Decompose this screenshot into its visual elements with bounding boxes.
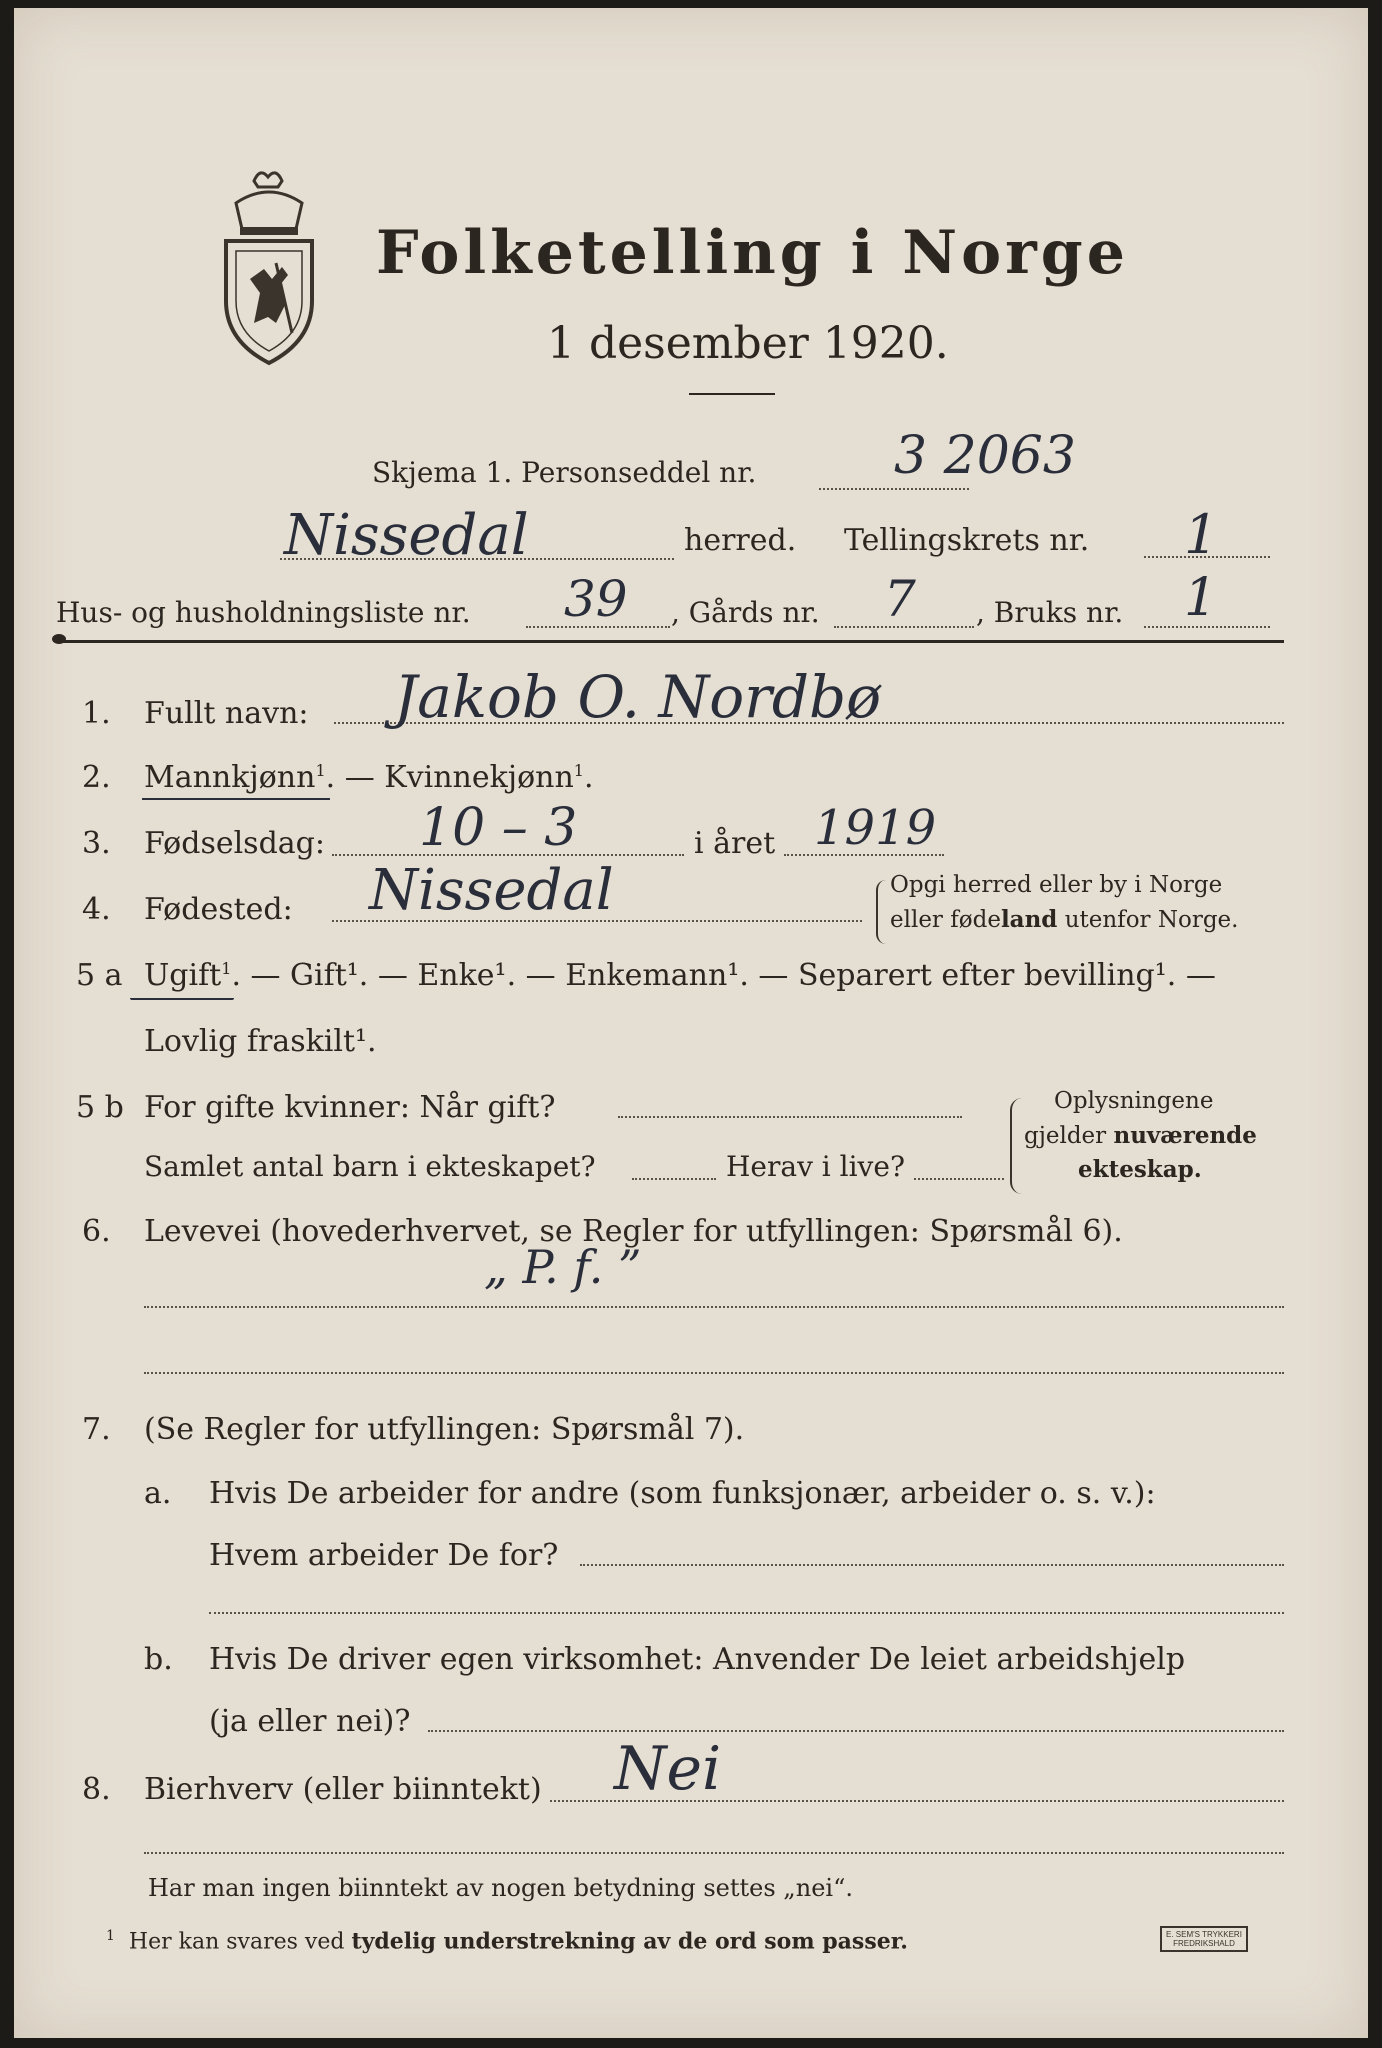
q8-number: 8. <box>82 1772 111 1807</box>
q1-number: 1. <box>82 696 111 731</box>
bruks-label: , Bruks nr. <box>976 596 1124 629</box>
fodested-brace <box>876 880 886 944</box>
herred-field[interactable] <box>280 558 674 560</box>
fodested-value: Nissedal <box>369 858 614 923</box>
q5b-brace <box>1010 1098 1022 1194</box>
q7a-label: Hvis De arbeider for andre (som funksjonær, arbeider o. s. v.): <box>209 1476 1156 1511</box>
nei-instruction: Har man ingen biinntekt av nogen betydning settes „nei“. <box>148 1874 853 1902</box>
q7a-number: a. <box>144 1476 172 1511</box>
bierhverv-value: Nei <box>614 1734 722 1804</box>
year-value: 1919 <box>814 800 937 856</box>
q6-number: 6. <box>82 1214 111 1249</box>
q3-label: Fødselsdag: <box>144 826 325 861</box>
q1-label: Fullt navn: <box>144 696 309 731</box>
title-divider <box>689 393 775 395</box>
bierhverv-field-2[interactable] <box>144 1852 1284 1854</box>
gender-female-option[interactable]: Kvinnekjønn$^1$ <box>384 760 584 795</box>
header-divider <box>58 640 1284 643</box>
levevei-value: „ P. f. ” <box>484 1240 642 1294</box>
census-form <box>14 8 1368 2038</box>
hvem-arbeider-field[interactable] <box>580 1564 1284 1566</box>
tellingskrets-label: Tellingskrets nr. <box>844 523 1090 558</box>
q8-label: Bierhverv (eller biinntekt) <box>144 1772 542 1807</box>
norwegian-coat-of-arms-icon <box>214 163 324 372</box>
bruks-value: 1 <box>1184 568 1218 628</box>
gards-label: , Gårds nr. <box>671 596 820 629</box>
q5b-number: 5 b <box>76 1090 124 1125</box>
personseddel-value: 3 2063 <box>894 426 1076 486</box>
footnote: $^1$ Her kan svares ved tydelig understrekning av de ord som passer. <box>106 1928 908 1955</box>
q5a-number: 5 a <box>76 958 123 993</box>
antal-barn-field[interactable] <box>632 1178 716 1180</box>
q5b-label-2: Samlet antal barn i ekteskapet? <box>144 1150 596 1183</box>
q5a-options: Ugift$^1$. — Gift¹. — Enke¹. — Enkemann¹. — Separert efter bevilling¹. — <box>144 958 1216 993</box>
q5b-label-1: For gifte kvinner: Når gift? <box>144 1090 556 1125</box>
q7a-label-2: Hvem arbeider De for? <box>209 1538 559 1573</box>
q6-label: Levevei (hovederhvervet, se Regler for utfyllingen: Spørsmål 6). <box>144 1214 1123 1249</box>
q7b-label-2: (ja eller nei)? <box>209 1704 411 1739</box>
fodested-note-1: Opgi herred eller by i Norge <box>890 872 1223 898</box>
q5b-note-2: gjelder nuværende <box>1024 1122 1257 1149</box>
q7-number: 7. <box>82 1412 111 1447</box>
hvem-arbeider-field-2[interactable] <box>209 1612 1284 1614</box>
herav-i-live-field[interactable] <box>914 1178 1004 1180</box>
levevei-field-2[interactable] <box>144 1372 1284 1374</box>
husliste-label: Hus- og husholdningsliste nr. <box>56 596 471 629</box>
gards-value: 7 <box>884 570 916 628</box>
year-label: i året <box>694 826 776 861</box>
naar-gift-field[interactable] <box>618 1116 962 1118</box>
q7-label: (Se Regler for utfyllingen: Spørsmål 7). <box>144 1412 745 1447</box>
gender-male-option[interactable]: Mannkjønn$^1$ <box>144 760 326 795</box>
q7b-number: b. <box>144 1642 173 1677</box>
ugift-option[interactable]: Ugift$^1$ <box>144 958 232 993</box>
q5b-note-3: ekteskap. <box>1078 1156 1202 1183</box>
q3-number: 3. <box>82 826 111 861</box>
skjema-label: Skjema 1. Personseddel nr. <box>372 456 757 489</box>
q4-label: Fødested: <box>144 892 293 927</box>
tellingskrets-value: 1 <box>1184 503 1219 566</box>
levevei-field-1[interactable] <box>144 1306 1284 1308</box>
ja-eller-nei-field[interactable] <box>428 1730 1284 1732</box>
q5b-label-3: Herav i live? <box>726 1150 905 1183</box>
herred-value: Nissedal <box>284 503 529 568</box>
fullt-navn-value: Jakob O. Nordbø <box>394 663 882 731</box>
fodested-note-2: eller fødeland utenfor Norge. <box>890 906 1239 933</box>
q5b-note-1: Oplysningene <box>1054 1088 1214 1114</box>
q2-options: Mannkjønn$^1$. — Kvinnekjønn$^1$. <box>144 760 594 795</box>
printer-stamp: E. SEM'S TRYKKERI FREDRIKSHALD <box>1160 1926 1248 1952</box>
q7b-label: Hvis De driver egen virksomhet: Anvender De leiet arbeidshjelp <box>209 1642 1186 1677</box>
husliste-value: 39 <box>564 570 628 628</box>
personseddel-field[interactable] <box>819 488 969 490</box>
form-title: Folketelling i Norge <box>376 218 1129 288</box>
form-date: 1 desember 1920. <box>547 318 949 369</box>
ugift-underline-mark <box>130 998 234 1000</box>
herred-label: herred. <box>684 523 797 558</box>
q2-number: 2. <box>82 760 111 795</box>
q4-number: 4. <box>82 892 111 927</box>
fodselsdag-value: 10 – 3 <box>419 798 578 858</box>
male-underline-mark <box>142 798 330 800</box>
q5a-line2: Lovlig fraskilt¹. <box>144 1024 377 1059</box>
